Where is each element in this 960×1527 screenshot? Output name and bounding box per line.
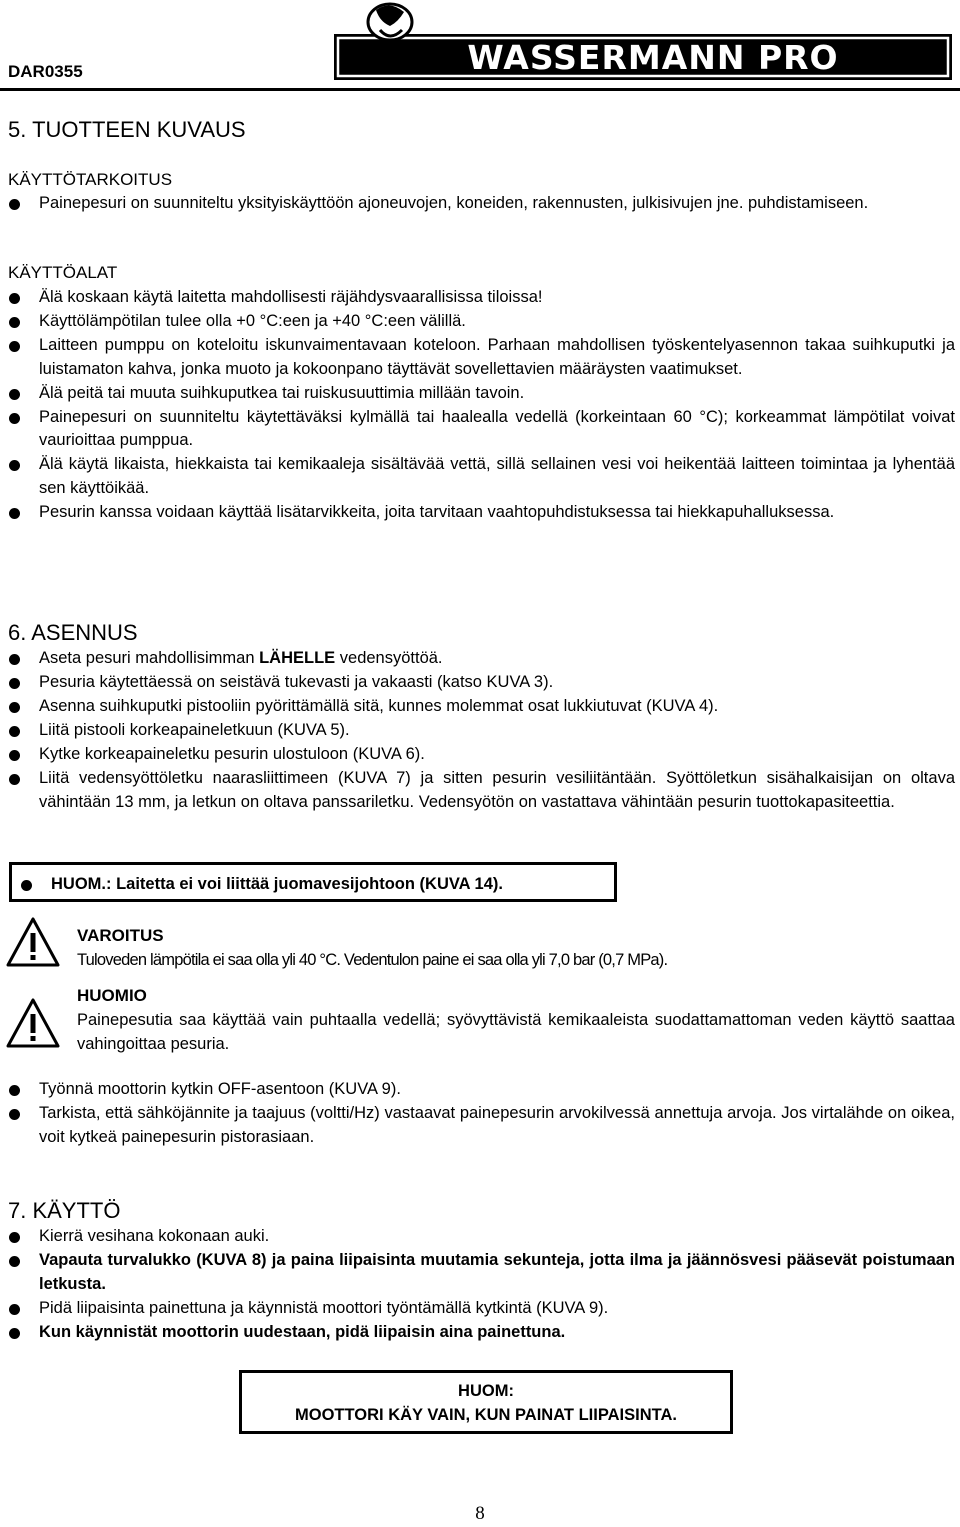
install-list <box>0 647 955 815</box>
section-5-title: 5. TUOTTEEN KUVAUS <box>8 117 246 142</box>
list-item: Asenna suihkuputki pistooliin pyörittämällä sitä, kunnes molemmat osat lukkiutuvat (KUVA 4). <box>0 695 955 719</box>
note-box <box>239 1370 733 1434</box>
list-item: Pidä liipaisinta painettuna ja käynnistä moottori työntämällä kytkintä (KUVA 9). <box>0 1297 955 1321</box>
model-code: DAR0355 <box>8 62 83 81</box>
list-item: Vapauta turvalukko (KUVA 8) ja paina liipaisinta muutamia sekunteja, jotta ilma ja jäännösvesi pääsevät poistumaan letkusta. <box>0 1249 955 1296</box>
list-item: Aseta pesuri mahdollisimman LÄHELLE vedensyöttöä. <box>0 647 955 671</box>
list-item: Painepesuri on suunniteltu käytettäväksi kylmällä tai haalealla vedellä (korkeintaan 60 °C); korkeammat lämpötilat voivat vaurioittaa pumppua. <box>0 406 955 453</box>
note-title: HUOM: <box>458 1382 514 1400</box>
list-item: Laitteen pumppu on koteloitu iskunvaimentavaan koteloon. Parhaan mahdollisen työskentelyasennon takaa suihkuputki ja luistamaton kahva, jonka muoto ja kokoonpano täyttävät sovellettavien määräysten vaatimukset. <box>0 334 955 381</box>
list-item: Kun käynnistät moottorin uudestaan, pidä liipaisin aina painettuna. <box>0 1321 955 1345</box>
purpose-heading: KÄYTTÖTARKOITUS <box>8 170 173 189</box>
notice-text: HUOM.: Laitetta ei voi liittää juomavesijohtoon (KUVA 14). <box>12 873 631 897</box>
list-item: Pesuria käytettäessä on seistävä tukevasti ja vakaasti (katso KUVA 3). <box>0 671 955 695</box>
list-item: Kierrä vesihana kokonaan auki. <box>0 1225 955 1249</box>
caution-triangle-icon <box>6 997 60 1049</box>
list-item: Liitä pistooli korkeapaineletkuun (KUVA 5). <box>0 719 955 743</box>
list-item: Painepesuri on suunniteltu yksityiskäyttöön ajoneuvojen, koneiden, rakennusten, julkisivujen jne. puhdistamiseen. <box>0 192 955 216</box>
list-item: Älä peitä tai muuta suihkuputkea tai ruiskusuuttimia millään tavoin. <box>0 382 955 406</box>
use-heading: KÄYTTÖALAT <box>8 263 118 282</box>
svg-text:WASSERMANN PRO: WASSERMANN PRO <box>467 38 839 77</box>
list-item: Älä käytä likaista, hiekkaista tai kemikaaleja sisältävää vettä, sillä sellainen vesi voi heikentää laitteen toimintaa ja lyhentää sen käyttöikää. <box>0 453 955 500</box>
use-list <box>0 286 955 525</box>
list-item: Kytke korkeapaineletku pesurin ulostuloon (KUVA 6). <box>0 743 955 767</box>
list-item: Tarkista, että sähköjännite ja taajuus (voltti/Hz) vastaavat painepesurin arvokilvessä annettuja arvoja. Jos virtalähde on oikea, voit kytkeä painepesurin pistorasiaan. <box>0 1102 955 1149</box>
warning-triangle-icon <box>6 916 60 968</box>
notice-box <box>9 862 617 902</box>
page-number: 8 <box>475 1503 485 1524</box>
caution-title: HUOMIO <box>77 986 147 1005</box>
header-rule <box>0 88 960 91</box>
list-item: Älä koskaan käytä laitetta mahdollisesti räjähdysvaarallisissa tiloissa! <box>0 286 955 310</box>
section-6-title: 6. ASENNUS <box>8 620 138 645</box>
warning-text: Tuloveden lämpötila ei saa olla yli 40 °C. Vedentulon paine ei saa olla yli 7,0 bar (0,7 MPa). <box>77 951 668 969</box>
brand-logo <box>328 2 958 84</box>
list-item: Pesurin kanssa voidaan käyttää lisätarvikkeita, joita tarvitaan vaahtopuhdistuksessa tai hiekkapuhalluksessa. <box>0 501 955 525</box>
caution-text: Painepesutia saa käyttää vain puhtaalla vedellä; syövyttävistä kemikaaleista suodattamattoman veden käyttö saattaa vahingoittaa pesuria. <box>77 1011 955 1053</box>
check-list <box>0 1078 955 1150</box>
list-item: Liitä vedensyöttöletku naarasliittimeen (KUVA 7) ja sitten pesurin vesiliitäntään. Syöttöletkun sisähalkaisijan on oltava vähintään 13 mm, ja letkun on oltava panssariletku. Vedensyötön on vastattava vähintään pesurin tuottokapasiteettia. <box>0 767 955 814</box>
use-steps-list <box>0 1225 955 1345</box>
section-7-title: 7. KÄYTTÖ <box>8 1198 121 1223</box>
list-item: Työnnä moottorin kytkin OFF-asentoon (KUVA 9). <box>0 1078 955 1102</box>
warning-title: VAROITUS <box>77 926 164 945</box>
note-text: MOOTTORI KÄY VAIN, KUN PAINAT LIIPAISINTA. <box>295 1406 677 1424</box>
purpose-list <box>0 192 955 216</box>
list-item: Käyttölämpötilan tulee olla +0 °C:een ja +40 °C:een välillä. <box>0 310 955 334</box>
